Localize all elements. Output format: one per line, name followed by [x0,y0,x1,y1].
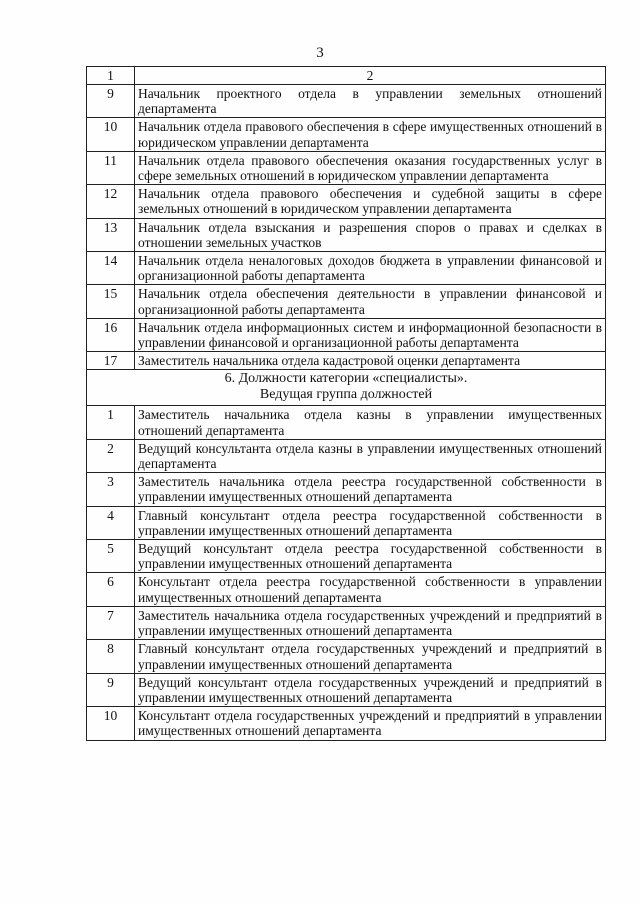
managers-row-position-title: Начальник отдела правового обеспечения в сфере имущественных отношений в юридическом управлении департамента [135,118,606,151]
section-group-title: Ведущая группа должностей [259,387,433,403]
managers-row-number: 15 [87,285,135,318]
specialists-row-position-title: Ведущий консультанта отдела казны в управлении имущественных отношений департамента [135,439,606,472]
specialists-row-position-title: Консультант отдела государственных учреждений и предприятий в управлении имущественных отношений департамента [135,707,606,740]
specialists-row-position-title: Заместитель начальника отдела государственных учреждений и предприятий в управлении имущественных отношений департамента [135,606,606,639]
table-row [87,318,606,351]
specialists-row-number: 1 [87,406,135,439]
table-row [87,406,606,439]
managers-row-position-title: Заместитель начальника отдела кадастровой оценки департамента [135,352,606,370]
managers-row-position-title: Начальник отдела неналоговых доходов бюджета в управлении финансовой и организационной работы департамента [135,252,606,285]
managers-row-number: 10 [87,118,135,151]
table-row [87,85,606,118]
specialists-row-position-title: Главный консультант отдела государственных учреждений и предприятий в управлении имущественных отношений департамента [135,640,606,673]
managers-row-number: 17 [87,352,135,370]
managers-row-number: 9 [87,85,135,118]
managers-row-position-title: Начальник проектного отдела в управлении земельных отношений департамента [135,85,606,118]
specialists-row-number: 7 [87,606,135,639]
table-row [87,151,606,184]
specialists-row-number: 5 [87,540,135,573]
managers-row-position-title: Начальник отдела информационных систем и информационной безопасности в управлении финансовой и организационной работы департамента [135,318,606,351]
section-heading [87,370,606,406]
managers-row-number: 13 [87,218,135,251]
managers-row-number: 16 [87,318,135,351]
specialists-row-position-title: Заместитель начальника отдела реестра государственной собственности в управлении имущественных отношений департамента [135,473,606,506]
table-row [87,640,606,673]
table-row [87,118,606,151]
table-row [87,473,606,506]
specialists-row-number: 10 [87,707,135,740]
managers-row-number: 14 [87,252,135,285]
section-category-title: 6. Должности категории «специалисты». [224,371,468,387]
table-row [87,506,606,539]
specialists-row-position-title: Консультант отдела реестра государственной собственности в управлении имущественных отношений департамента [135,573,606,606]
header-col-title: 2 [135,67,606,85]
section-heading-row [87,370,606,406]
managers-row-number: 12 [87,185,135,218]
page-number: 3 [316,45,324,61]
table-row [87,673,606,706]
table-row [87,218,606,251]
managers-row-position-title: Начальник отдела правового обеспечения оказания государственных услуг в сфере земельных отношений в юридическом управлении департамента [135,151,606,184]
header-col-number: 1 [87,67,135,85]
specialists-row-position-title: Ведущий консультант отдела реестра государственной собственности в управлении имущественных отношений департамента [135,540,606,573]
table-row [87,606,606,639]
table-row [87,439,606,472]
specialists-row-number: 8 [87,640,135,673]
managers-row-position-title: Начальник отдела обеспечения деятельности в управлении финансовой и организационной работы департамента [135,285,606,318]
specialists-row-number: 6 [87,573,135,606]
specialists-row-position-title: Ведущий консультант отдела государственных учреждений и предприятий в управлении имущественных отношений департамента [135,673,606,706]
managers-row-number: 11 [87,151,135,184]
positions-table-body [87,67,606,741]
managers-row-position-title: Начальник отдела правового обеспечения и судебной защиты в сфере земельных отношений в юридическом управлении департамента [135,185,606,218]
specialists-row-position-title: Главный консультант отдела реестра государственной собственности в управлении имущественных отношений департамента [135,506,606,539]
specialists-row-position-title: Заместитель начальника отдела казны в управлении имущественных отношений департамента [135,406,606,439]
managers-row-position-title: Начальник отдела взыскания и разрешения споров о правах и сделках в отношении земельных участков [135,218,606,251]
specialists-row-number: 4 [87,506,135,539]
table-header-row [87,67,606,85]
table-row [87,185,606,218]
table-row [87,573,606,606]
specialists-row-number: 9 [87,673,135,706]
table-row [87,285,606,318]
specialists-row-number: 2 [87,439,135,472]
table-row [87,352,606,370]
table-row [87,540,606,573]
specialists-row-number: 3 [87,473,135,506]
table-row [87,707,606,740]
table-row [87,252,606,285]
positions-table [86,66,606,741]
